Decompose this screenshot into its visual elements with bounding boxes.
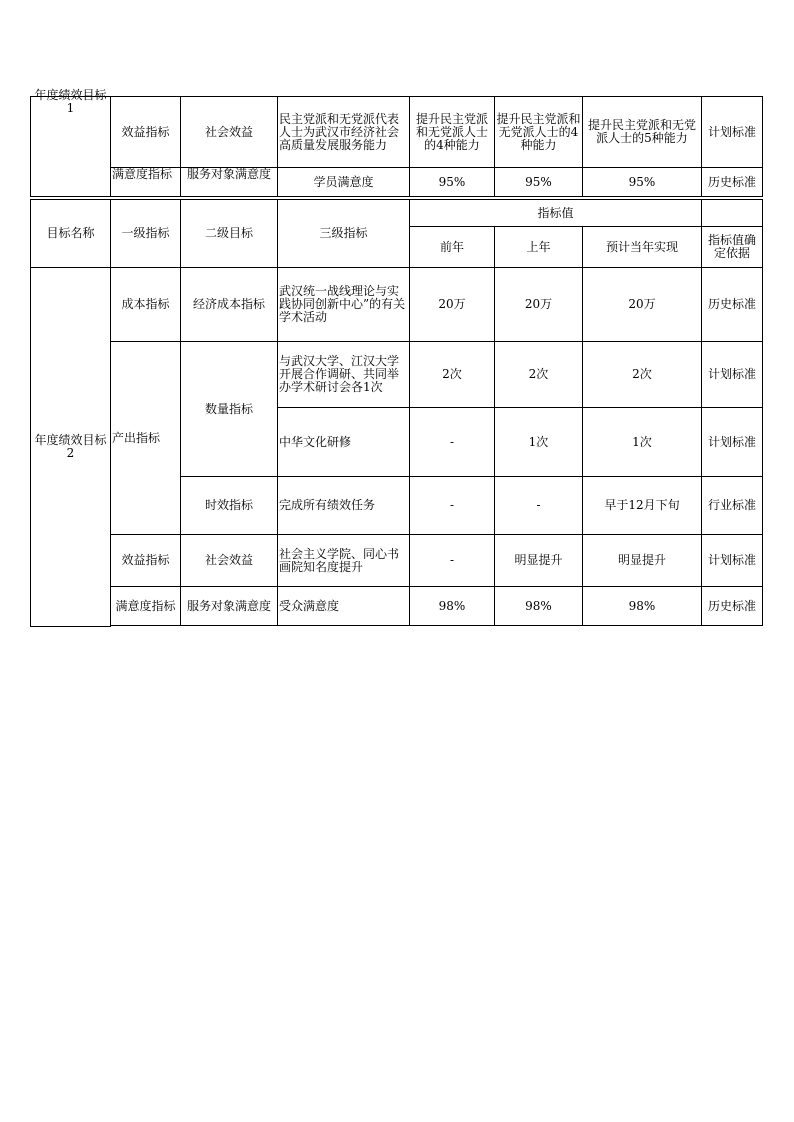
level2-cell: 社会效益: [181, 97, 278, 168]
goal-name-cell: [31, 88, 111, 197]
header-expected: 预计当年实现: [583, 227, 702, 268]
last-year-cell: 提升民主党派和无党派人士的4种能力: [495, 97, 583, 168]
basis-cell: 历史标准: [702, 268, 763, 342]
expected-cell: 早于12月下旬: [583, 477, 702, 535]
goal1-table: [30, 88, 763, 197]
header-level2: 二级目标: [181, 200, 278, 268]
last-year-cell: 2次: [495, 342, 583, 408]
expected-cell: 明显提升: [583, 535, 702, 587]
goal-name-cell: 年度绩效目标2: [31, 268, 111, 627]
header-goal-name: 目标名称: [31, 200, 111, 268]
basis-cell: 历史标准: [702, 587, 763, 626]
level3-cell: 完成所有绩效任务: [278, 477, 410, 535]
level2-cell: 服务对象满意度: [181, 587, 278, 626]
last-year-cell: 明显提升: [495, 535, 583, 587]
prev-year-cell: 提升民主党派和无党派人士的4种能力: [410, 97, 495, 168]
last-year-cell: 95%: [495, 168, 583, 197]
header-level3: 三级指标: [278, 200, 410, 268]
level2-cell: 数量指标: [181, 342, 278, 477]
level2-cell: 社会效益: [181, 535, 278, 587]
basis-cell: 计划标准: [702, 535, 763, 587]
spacer: [111, 626, 763, 627]
last-year-cell: 1次: [495, 408, 583, 477]
level1-cell: 效益指标: [111, 97, 181, 168]
prev-year-cell: 20万: [410, 268, 495, 342]
prev-year-cell: 95%: [410, 168, 495, 197]
level3-cell: 民主党派和无党派代表人士为武汉市经济社会高质量发展服务能力: [278, 97, 410, 168]
level3-cell: 中华文化研修: [278, 408, 410, 477]
prev-year-cell: 98%: [410, 587, 495, 626]
header-empty-cell: [702, 200, 763, 227]
header-basis: 指标值确定依据: [702, 227, 763, 268]
prev-year-cell: -: [410, 535, 495, 587]
basis-cell: 行业标准: [702, 477, 763, 535]
header-prev-year: 前年: [410, 227, 495, 268]
expected-cell: 1次: [583, 408, 702, 477]
basis-cell: 计划标准: [702, 97, 763, 168]
basis-cell: 历史标准: [702, 168, 763, 197]
basis-cell: 计划标准: [702, 342, 763, 408]
level1-cell: 产出指标: [111, 342, 181, 535]
goal-name: 年度绩效目标1: [34, 88, 107, 115]
last-year-cell: 98%: [495, 587, 583, 626]
expected-cell: 20万: [583, 268, 702, 342]
level2-cell: [181, 168, 278, 197]
level1-cell: 满意度指标: [111, 587, 181, 626]
expected-cell: 提升民主党派和无党派人士的5种能力: [583, 97, 702, 168]
header-last-year: 上年: [495, 227, 583, 268]
level3-cell: 受众满意度: [278, 587, 410, 626]
level2-cell: 经济成本指标: [181, 268, 278, 342]
level2-text: 服务对象满意度: [186, 167, 271, 181]
level2-cell: 时效指标: [181, 477, 278, 535]
expected-cell: 2次: [583, 342, 702, 408]
expected-cell: 98%: [583, 587, 702, 626]
level3-cell: 学员满意度: [278, 168, 410, 197]
basis-cell: 计划标准: [702, 408, 763, 477]
prev-year-cell: -: [410, 408, 495, 477]
level3-cell: 社会主义学院、同心书画院知名度提升: [278, 535, 410, 587]
last-year-cell: -: [495, 477, 583, 535]
expected-cell: 95%: [583, 168, 702, 197]
level1-cell: 效益指标: [111, 535, 181, 587]
level3-cell: 武汉统一战线理论与实践协同创新中心”的有关学术活动: [278, 268, 410, 342]
level3-cell: 与武汉大学、江汉大学开展合作调研、共同举办学术研讨会各1次: [278, 342, 410, 408]
prev-year-cell: 2次: [410, 342, 495, 408]
header-level1: 一级指标: [111, 200, 181, 268]
last-year-cell: 20万: [495, 268, 583, 342]
level1-cell: [111, 168, 181, 197]
goal2-table: [30, 199, 763, 627]
header-indicator-value: 指标值: [410, 200, 702, 227]
level1-text: 满意度指标: [112, 167, 173, 181]
level1-cell: 成本指标: [111, 268, 181, 342]
prev-year-cell: -: [410, 477, 495, 535]
